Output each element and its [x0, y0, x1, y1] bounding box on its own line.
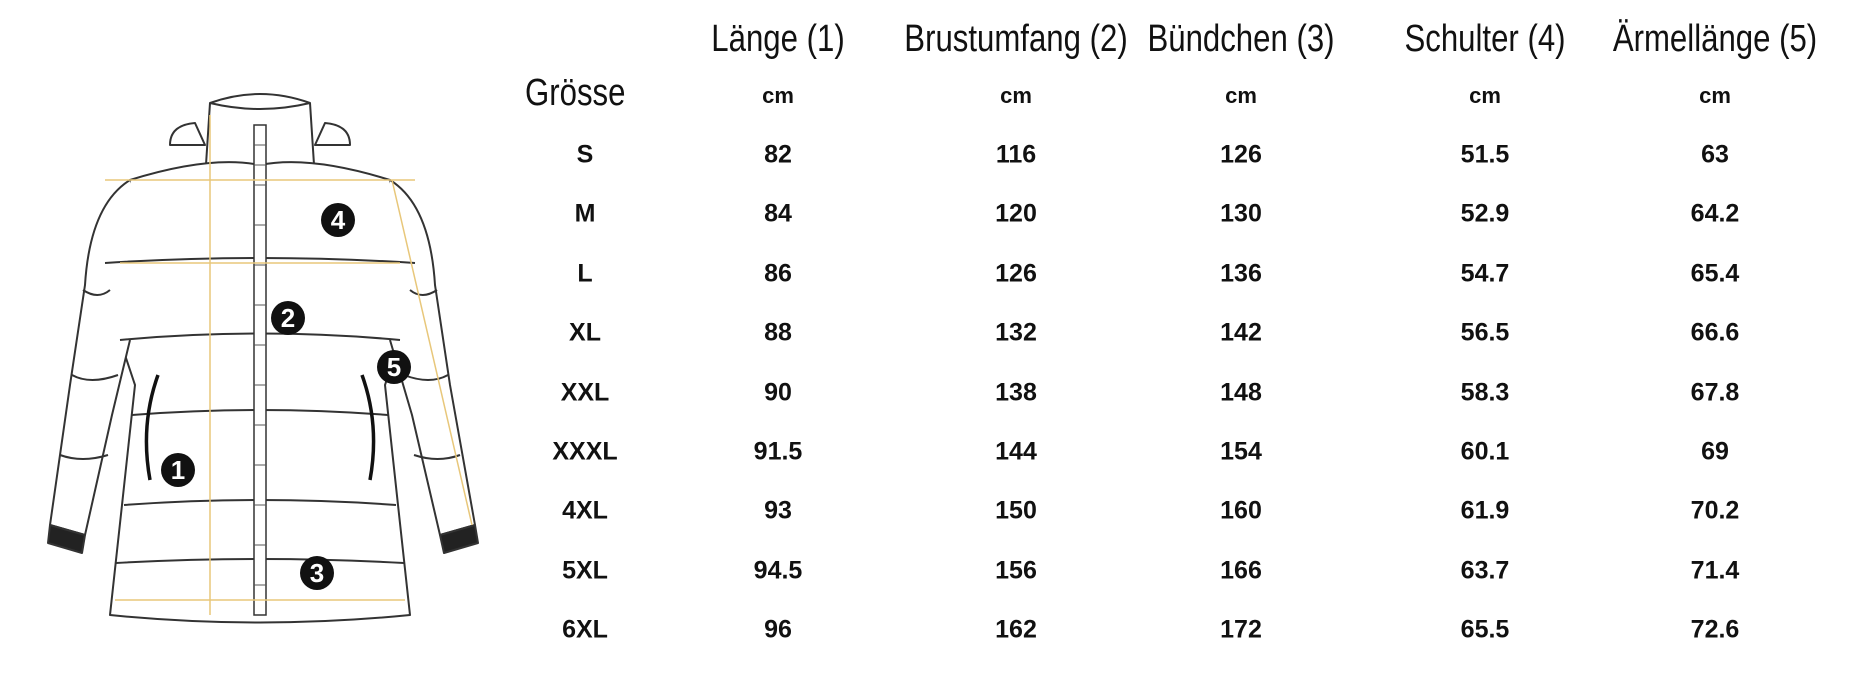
- unit-buendchen: cm: [1225, 83, 1257, 108]
- marker-4: [321, 203, 355, 237]
- table-cell: 67.8: [1690, 378, 1740, 407]
- table-cell: 58.3: [1460, 378, 1510, 407]
- marker-2: [271, 301, 305, 335]
- table-cell: 126: [1220, 140, 1262, 169]
- table-cell: 86: [764, 259, 792, 288]
- table-cell: 61.9: [1460, 496, 1510, 525]
- table-cell: 126: [995, 259, 1037, 288]
- table-cell: 64.2: [1690, 199, 1740, 228]
- table-cell: 156: [995, 556, 1037, 585]
- table-cell: 142: [1220, 318, 1262, 347]
- table-cell: 82: [764, 140, 792, 169]
- table-cell: 60.1: [1460, 437, 1510, 466]
- size-label: XXXL: [552, 437, 618, 466]
- unit-aermellaenge: cm: [1699, 83, 1731, 108]
- table-cell: 136: [1220, 259, 1262, 288]
- table-cell: 150: [995, 496, 1037, 525]
- size-label: XL: [569, 318, 601, 347]
- table-cell: 70.2: [1690, 496, 1740, 525]
- size-table: [525, 10, 1855, 680]
- marker-1: [161, 453, 195, 487]
- table-cell: 116: [995, 140, 1037, 169]
- svg-text:5: 5: [386, 352, 402, 382]
- table-cell: 54.7: [1460, 259, 1510, 288]
- table-cell: 91.5: [753, 437, 803, 466]
- col-header-buendchen: Bündchen (3): [1147, 18, 1335, 60]
- unit-schulter: cm: [1469, 83, 1501, 108]
- table-cell: 52.9: [1460, 199, 1510, 228]
- table-cell: 120: [995, 199, 1037, 228]
- table-cell: 65.5: [1460, 615, 1510, 644]
- table-cell: 63.7: [1460, 556, 1510, 585]
- unit-brustumfang: cm: [1000, 83, 1032, 108]
- col-header-brustumfang: Brustumfang (2): [904, 18, 1128, 60]
- table-cell: 63: [1701, 140, 1729, 169]
- table-cell: 90: [764, 378, 792, 407]
- table-cell: 96: [764, 615, 792, 644]
- table-cell: 160: [1220, 496, 1262, 525]
- svg-text:1: 1: [170, 455, 186, 485]
- table-cell: 71.4: [1690, 556, 1740, 585]
- size-label: 4XL: [562, 496, 608, 525]
- jacket-illustration: [20, 85, 500, 645]
- size-label: S: [576, 140, 594, 169]
- size-label: M: [574, 199, 596, 228]
- marker-5: [377, 350, 411, 384]
- unit-laenge: cm: [762, 83, 794, 108]
- size-label: 6XL: [562, 615, 608, 644]
- table-cell: 172: [1220, 615, 1262, 644]
- col-header-schulter: Schulter (4): [1404, 18, 1566, 60]
- table-cell: 88: [764, 318, 792, 347]
- table-cell: 138: [995, 378, 1037, 407]
- svg-text:2: 2: [280, 303, 296, 333]
- svg-text:3: 3: [309, 558, 325, 588]
- table-cell: 144: [995, 437, 1037, 466]
- col-header-aermellaenge: Ärmellänge (5): [1612, 18, 1818, 60]
- col-header-laenge: Länge (1): [711, 18, 845, 60]
- table-cell: 84: [764, 199, 792, 228]
- table-cell: 66.6: [1690, 318, 1740, 347]
- row-header-groesse: Grösse: [525, 72, 626, 114]
- table-cell: 69: [1701, 437, 1729, 466]
- table-cell: 94.5: [753, 556, 803, 585]
- table-cell: 162: [995, 615, 1037, 644]
- table-cell: 132: [995, 318, 1037, 347]
- size-label: 5XL: [562, 556, 608, 585]
- table-cell: 72.6: [1690, 615, 1740, 644]
- table-cell: 166: [1220, 556, 1262, 585]
- table-cell: 65.4: [1690, 259, 1740, 288]
- size-label: L: [577, 259, 593, 288]
- svg-text:4: 4: [330, 205, 346, 235]
- table-cell: 148: [1220, 378, 1262, 407]
- table-cell: 51.5: [1460, 140, 1510, 169]
- table-cell: 56.5: [1460, 318, 1510, 347]
- table-cell: 130: [1220, 199, 1262, 228]
- marker-3: [300, 556, 334, 590]
- size-label: XXL: [560, 378, 610, 407]
- table-cell: 93: [764, 496, 792, 525]
- table-cell: 154: [1220, 437, 1262, 466]
